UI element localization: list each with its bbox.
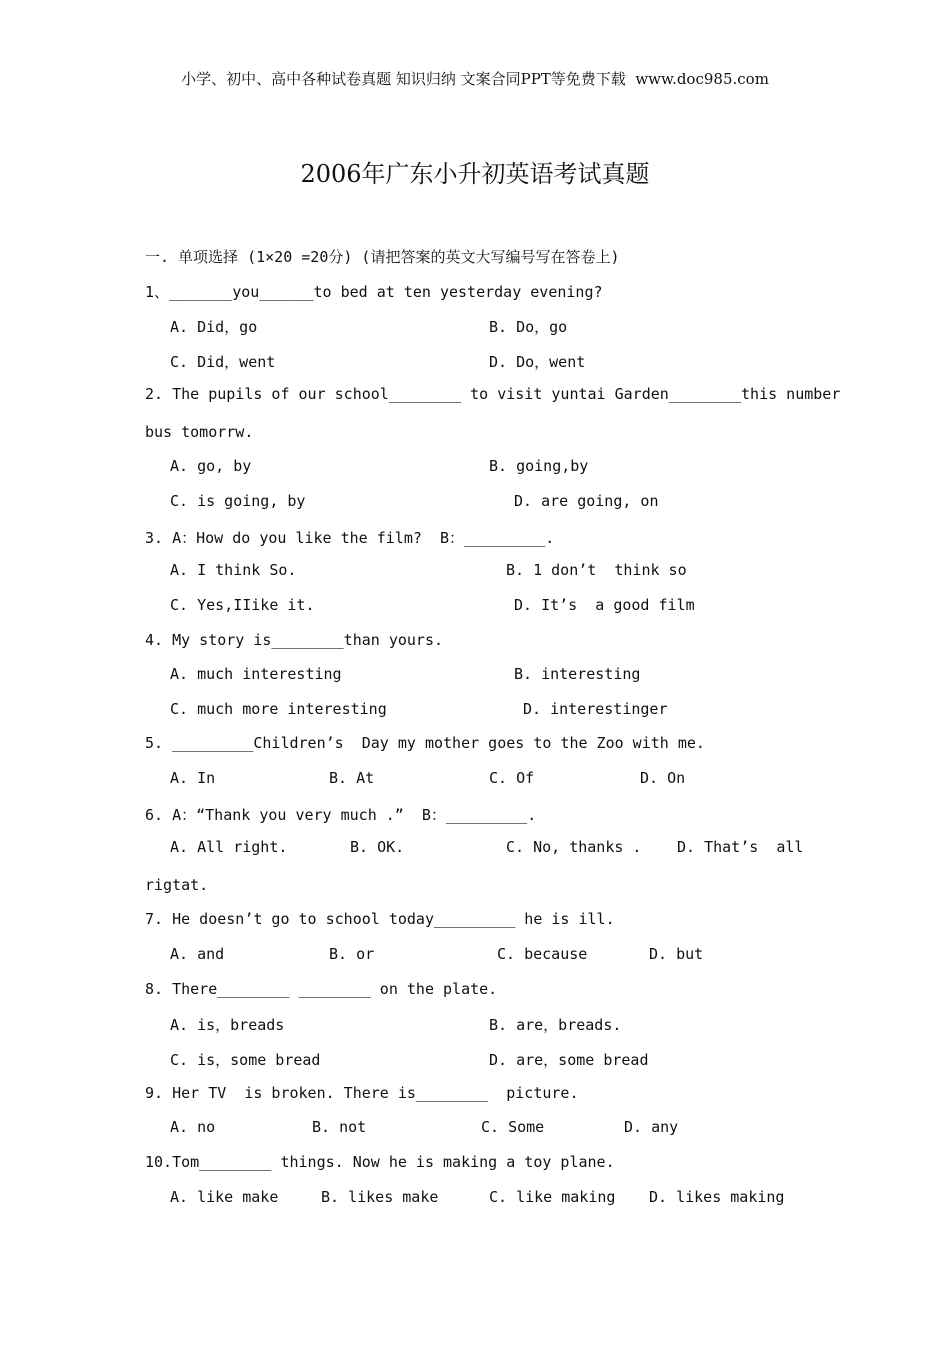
question-stem: 1、_______you______to bed at ten yesterday evening? (145, 283, 603, 301)
option-d: D. That’s all (677, 838, 804, 856)
option-d: D. but (649, 945, 704, 963)
option-b: B. not (312, 1118, 367, 1136)
option-d: D. any (624, 1118, 679, 1136)
option-b: B. Do，go (489, 318, 568, 336)
option-b: B. or (329, 945, 375, 963)
option-a: A. All right. (170, 838, 288, 856)
question-stem-continued: bus tomorrw. (145, 423, 254, 441)
question-stem: 10.Tom________ things. Now he is making a toy plane. (145, 1153, 615, 1171)
option-b: B. 1 don’t think so (506, 561, 687, 579)
option-c: C. much more interesting (170, 700, 387, 718)
option-a: A. much interesting (170, 665, 342, 683)
question-stem: 5. _________Children’s Day my mother goes to the Zoo with me. (145, 734, 705, 752)
question-stem: 2. The pupils of our school________ to visit yuntai Garden________this number (145, 385, 841, 403)
option-d: D. interestinger (523, 700, 668, 718)
option-c: C. Some (481, 1118, 545, 1136)
option-c: C. Did，went (170, 353, 276, 371)
option-d: D. On (640, 769, 686, 787)
option-d: D. are，some bread (489, 1051, 649, 1069)
question-stem: 4. My story is________than yours. (145, 631, 444, 649)
section-heading: 一. 单项选择 (1×20 =20分) (请把答案的英文大写编号写在答卷上) (145, 248, 620, 266)
option-c: C. Yes,IIike it. (170, 596, 315, 614)
question-stem: 8. There________ ________ on the plate. (145, 980, 498, 998)
option-a: A. like make (170, 1188, 279, 1206)
option-a: A. no (170, 1118, 216, 1136)
option-b: B. interesting (514, 665, 641, 683)
option-d: D. Do，went (489, 353, 586, 371)
option-a: A. Did，go (170, 318, 258, 336)
option-a: A. and (170, 945, 225, 963)
site-header: 小学、初中、高中各种试卷真题 知识归纳 文案合同PPT等免费下载 www.doc985.com (181, 70, 769, 88)
option-d-continued: rigtat. (145, 876, 209, 894)
option-c: C. because (497, 945, 588, 963)
question-stem: 7. He doesn’t go to school today_________ he is ill. (145, 910, 615, 928)
option-a: A. go, by (170, 457, 252, 475)
question-stem: 9. Her TV is broken. There is________ picture. (145, 1084, 579, 1102)
option-c: C. No, thanks . (506, 838, 642, 856)
option-c: C. is，some bread (170, 1051, 321, 1069)
option-d: D. It’s a good film (514, 596, 695, 614)
option-b: B. OK. (350, 838, 405, 856)
option-b: B. likes make (321, 1188, 439, 1206)
question-stem: 6. A：“Thank you very much .” B：_________. (145, 806, 537, 824)
option-b: B. are，breads. (489, 1016, 622, 1034)
option-b: B. At (329, 769, 375, 787)
option-d: D. are going, on (514, 492, 659, 510)
option-a: A. In (170, 769, 216, 787)
option-c: C. is going, by (170, 492, 306, 510)
option-d: D. likes making (649, 1188, 785, 1206)
option-a: A. I think So. (170, 561, 297, 579)
question-stem: 3. A：How do you like the film? B：_________. (145, 529, 555, 547)
page-title: 2006年广东小升初英语考试真题 (300, 160, 650, 188)
option-b: B. going,by (489, 457, 589, 475)
option-c: C. like making (489, 1188, 616, 1206)
option-a: A. is，breads (170, 1016, 285, 1034)
option-c: C. Of (489, 769, 535, 787)
